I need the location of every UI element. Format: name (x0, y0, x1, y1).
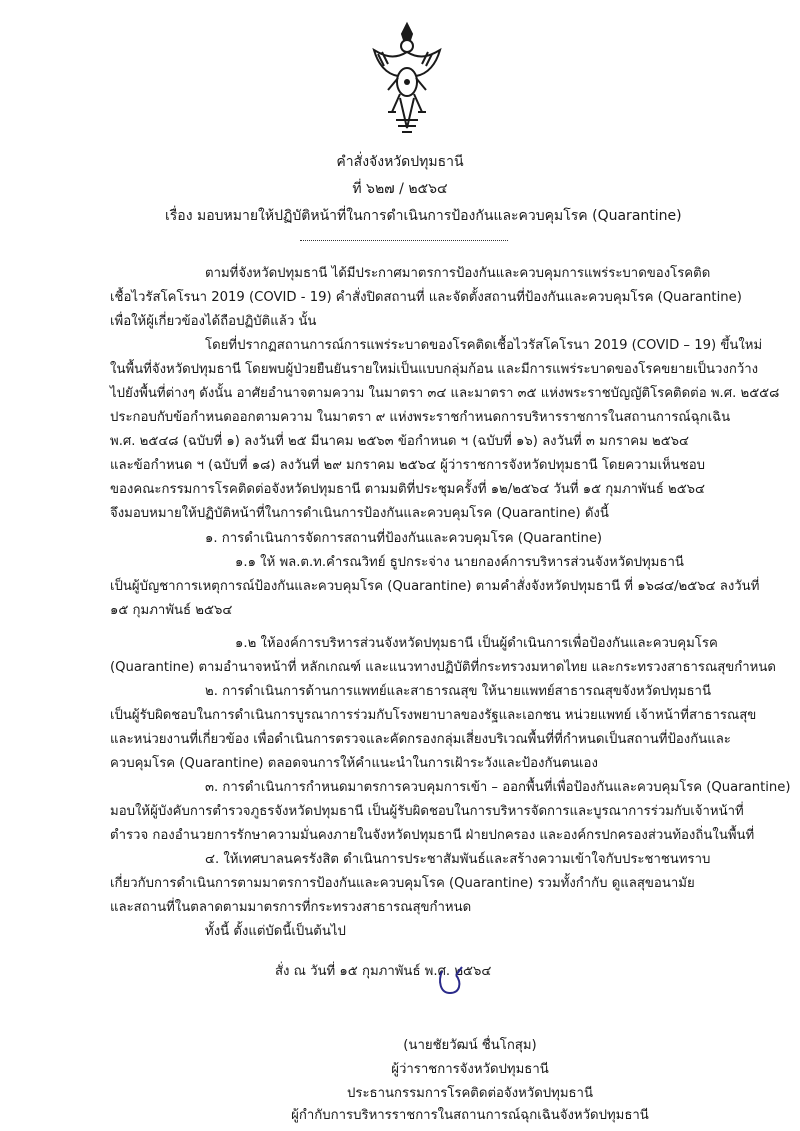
text-line: พ.ศ. ๒๕๔๘ (ฉบับที่ ๑) ลงวันที่ ๒๕ มีนาคม ๒๕๖๓ ข้อกำหนด ฯ (ฉบับที่ ๑๖) ลงวันที่ ๓ มกราคม ๒๕๖๔ (110, 434, 690, 449)
signatory-name: (นายชัยวัฒน์ ชื่นโกสุม) (403, 1038, 537, 1053)
text-line: ๑. การดำเนินการจัดการสถานที่ป้องกันและควบคุมโรค (Quarantine) (205, 531, 603, 546)
text-line: ไปยังพื้นที่ต่างๆ ดังนั้น อาศัยอำนาจตามความ ในมาตรา ๓๔ และมาตรา ๓๕ แห่งพระราชบัญญัติโรคติดต่อ พ.ศ. ๒๕๕๘ (110, 386, 780, 401)
text-line: สั่ง ณ วันที่ ๑๕ กุมภาพันธ์ พ.ศ. ๒๕๖๔ (275, 964, 492, 979)
text-line: โดยที่ปรากฏสถานการณ์การแพร่ระบาดของโรคติดเชื้อไวรัสโคโรนา 2019 (COVID – 19) ขึ้นใหม่ (205, 338, 763, 353)
text-line: ควบคุมโรค (Quarantine) ตลอดจนการให้คำแนะนำในการเฝ้าระวังและป้องกันตนเอง (110, 756, 598, 771)
text-line: เป็นผู้รับผิดชอบในการดำเนินการบูรณาการร่วมกับโรงพยาบาลของรัฐและเอกชน หน่วยแพทย์ เจ้าหน้าที่สาธารณสุข (110, 708, 757, 723)
item-1-1 (110, 551, 759, 623)
text-line: เป็นผู้บัญชาการเหตุการณ์ป้องกันและควบคุมโรค (Quarantine) ตามคำสั่งจังหวัดปทุมธานี ที่ ๑๖๘๔/๒๕๖๔ ลงวันที่ (110, 579, 760, 594)
text-line: และข้อกำหนด ฯ (ฉบับที่ ๑๘) ลงวันที่ ๒๙ มกราคม ๒๕๖๔ ผู้ว่าราชการจังหวัดปทุมธานี โดยความเห็นชอบ (110, 458, 705, 473)
divider-dotted (300, 240, 508, 241)
text-line: เกี่ยวกับการดำเนินการตามมาตรการป้องกันและควบคุมโรค (Quarantine) รวมทั้งกำกับ ดูแลสุขอนามัย (110, 876, 695, 891)
item-2 (110, 680, 756, 776)
paragraph-1 (110, 262, 742, 334)
text-line: ๑.๑ ให้ พล.ต.ท.คำรณวิทย์ ธูปกระจ่าง นายกองค์การบริหารส่วนจังหวัดปทุมธานี (235, 555, 684, 570)
item-1-heading (205, 527, 602, 551)
text-line: เชื้อไวรัสโคโรนา 2019 (COVID - 19) คำสั่งปิดสถานที่ และจัดตั้งสถานที่ป้องกันและควบคุมโรค (Quarantine) (110, 290, 742, 305)
item-1-2 (110, 632, 776, 680)
text-line: และหน่วยงานที่เกี่ยวข้อง เพื่อดำเนินการตรวจและคัดกรองกลุ่มเสี่ยงบริเวณพื้นที่ที่กำหนดเป็นสถานที่ป้องกันและ (110, 732, 731, 747)
text-line: ๓. การดำเนินการกำหนดมาตรการควบคุมการเข้า – ออกพื้นที่เพื่อป้องกันและควบคุมโรค (Quarantine) (205, 780, 791, 795)
order-subject: เรื่อง มอบหมายให้ปฏิบัติหน้าที่ในการดำเนินการป้องกันและควบคุมโรค (Quarantine) (165, 208, 682, 224)
text-line: ตำรวจ กองอำนวยการรักษาความมั่นคงภายในจังหวัดปทุมธานี ฝ่ายปกครอง และองค์กรปกครองส่วนท้องถิ่นในพื้นที่ (110, 828, 755, 843)
paragraph-2 (110, 334, 779, 526)
order-title: คำสั่งจังหวัดปทุมธานี (336, 154, 464, 170)
signatory-position-1: ผู้ว่าราชการจังหวัดปทุมธานี (391, 1062, 549, 1077)
signatory-position-3: ผู้กำกับการบริหารราชการในสถานการณ์ฉุกเฉินจังหวัดปทุมธานี (291, 1108, 649, 1123)
text-line: จึงมอบหมายให้ปฏิบัติหน้าที่ในการดำเนินการป้องกันและควบคุมโรค (Quarantine) ดังนี้ (110, 506, 609, 521)
text-line: มอบให้ผู้บังคับการตำรวจภูธรจังหวัดปทุมธานี เป็นผู้รับผิดชอบในการบริหารจัดการและบูรณาการร่วมกับเจ้าหน้าที่ (110, 804, 744, 819)
item-4 (110, 848, 710, 920)
handwritten-signature-icon (432, 963, 472, 1001)
text-line: เพื่อให้ผู้เกี่ยวข้องได้ถือปฏิบัติแล้ว นั้น (110, 314, 317, 329)
text-line: ๑.๒ ให้องค์การบริหารส่วนจังหวัดปทุมธานี เป็นผู้ดำเนินการเพื่อป้องกันและควบคุมโรค (235, 636, 718, 651)
garuda-emblem-icon (370, 20, 444, 140)
text-line: ตามที่จังหวัดปทุมธานี ได้มีประกาศมาตรการป้องกันและควบคุมการแพร่ระบาดของโรคติด (205, 266, 711, 281)
text-line: (Quarantine) ตามอำนาจหน้าที่ หลักเกณฑ์ และแนวทางปฏิบัติที่กระทรวงมหาดไทย และกระทรวงสาธารณสุขกำหนด (110, 660, 776, 675)
text-line: ในพื้นที่จังหวัดปทุมธานี โดยพบผู้ป่วยยืนยันรายใหม่เป็นแบบกลุ่มก้อน และมีการแพร่ระบาดของโรคขยายเป็นวงกว้าง (110, 362, 759, 377)
text-line: ทั้งนี้ ตั้งแต่บัดนี้เป็นต้นไป (205, 924, 346, 939)
signatory-position-2: ประธานกรรมการโรคติดต่อจังหวัดปทุมธานี (347, 1086, 593, 1101)
text-line: ของคณะกรรมการโรคติดต่อจังหวัดปทุมธานี ตามมติที่ประชุมครั้งที่ ๑๒/๒๕๖๔ วันที่ ๑๕ กุมภาพันธ์ ๒๕๖๔ (110, 482, 706, 497)
item-3 (110, 776, 791, 848)
text-line: ๒. การดำเนินการด้านการแพทย์และสาธารณสุข ให้นายแพทย์สาธารณสุขจังหวัดปทุมธานี (205, 684, 711, 699)
text-line: ประกอบกับข้อกำหนดออกตามความ ในมาตรา ๙ แห่งพระราชกำหนดการบริหารราชการในสถานการณ์ฉุกเฉิน (110, 410, 731, 425)
text-line: และสถานที่ในตลาดตามมาตรการที่กระทรวงสาธารณสุขกำหนด (110, 900, 472, 915)
effective-clause (205, 920, 346, 944)
text-line: ๔. ให้เทศบาลนครรังสิต ดำเนินการประชาสัมพันธ์และสร้างความเข้าใจกับประชาชนทราบ (205, 852, 711, 867)
order-number: ที่ ๖๒๗ / ๒๕๖๔ (352, 181, 448, 197)
text-line: ๑๕ กุมภาพันธ์ ๒๕๖๔ (110, 603, 233, 618)
